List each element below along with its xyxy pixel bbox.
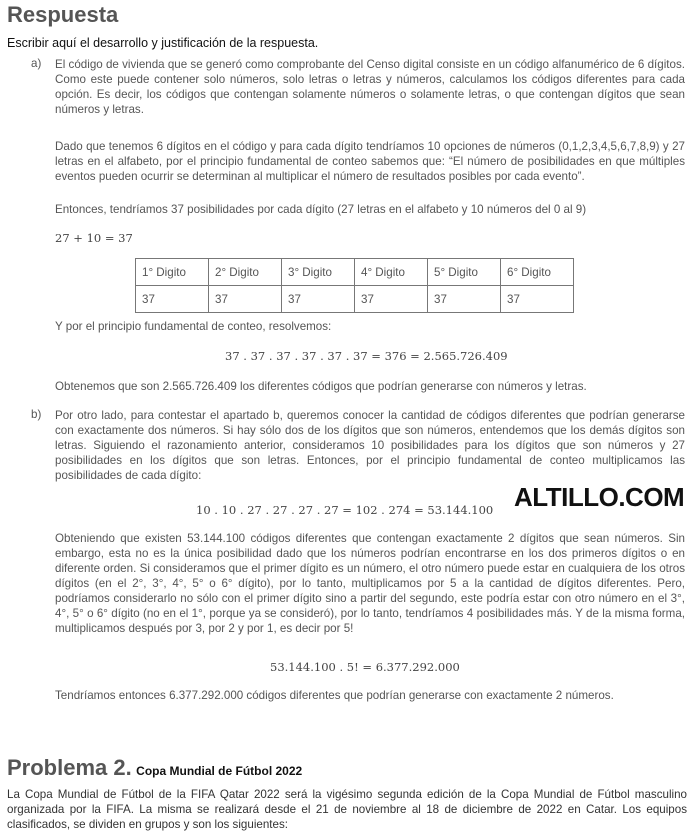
table-cell: 37 (209, 286, 282, 313)
part-b-paragraph-1: Por otro lado, para contestar el apartado b, queremos conocer la cantidad de códigos diferentes que podrían generarse con exactamente dos números. Si hay sólo dos de los dígitos que son números, entendemos que los demás dígitos son letras. Siguiendo el razonamiento anterior, consideramos 10 posibilidades para los dígitos que son números y 27 posibilidades en los dígitos que son letras. Entonces, por el principio fundamental de conteo multiplicamos las posibilidades de cada dígito: (55, 409, 685, 482)
table-header-cell: 4° Digito (355, 259, 428, 286)
part-a-paragraph-1: El código de vivienda que se generó como comprobante del Censo digital consiste en un código alfanumérico de 6 dígitos. Como este puede contener solo números, solo letras o letras y números, calculamos los códigos diferentes para cada opción. Es decir, los códigos que contengan solamente números o solamente letras, o que contengan dígitos que sean números y letras. (55, 58, 685, 116)
equation-37-power: 37 . 37 . 37 . 37 . 37 . 37 = 376 = 2.565.726.409 (225, 349, 508, 363)
problem-2-title: Copa Mundial de Fútbol 2022 (136, 764, 303, 778)
problem-2-heading (7, 755, 302, 781)
equation-factorial: 53.144.100 . 5! = 6.377.292.000 (270, 660, 460, 674)
part-a-paragraph-2: Dado que tenemos 6 dígitos en el código y para cada dígito tendríamos 10 opciones de números (0,1,2,3,4,5,6,7,8,9) y 27 letras en el alfabeto, por el principio fundamental de conteo sabemos que: “El número de posibilidades en que múltiples eventos pueden ocurrir se determinan al multiplicar el número de resultados posibles por cada evento”. (55, 140, 685, 183)
problem-2-paragraph: La Copa Mundial de Fútbol de la FIFA Qatar 2022 será la vigésimo segunda edición de la Copa Mundial de Fútbol masculino organizada por la FIFA. La misma se realizará desde el 21 de noviembre al 18 de diciembre de 2022 en Catar. Los equipos clasificados, se dividen en grupos y son los siguientes: (7, 788, 687, 831)
table-cell: 37 (355, 286, 428, 313)
table-header-cell: 1° Digito (136, 259, 209, 286)
part-a-paragraph-5: Obtenemos que son 2.565.726.409 los diferentes códigos que podrían generarse con números y letras. (55, 380, 587, 393)
altillo-watermark: ALTILLO.COM (514, 482, 685, 512)
table-header-cell: 5° Digito (428, 259, 501, 286)
instruction-text: Escribir aquí el desarrollo y justificación de la respuesta. (7, 36, 319, 50)
table-cell: 37 (136, 286, 209, 313)
table-cell: 37 (282, 286, 355, 313)
table-header-row (136, 259, 574, 286)
table-header-cell: 2° Digito (209, 259, 282, 286)
table-cell: 37 (501, 286, 574, 313)
equation-27-plus-10: 27 + 10 = 37 (55, 231, 133, 245)
equation-two-numbers: 10 . 10 . 27 . 27 . 27 . 27 = 102 . 274 = 53.144.100 (196, 503, 494, 517)
table-header-cell: 6° Digito (501, 259, 574, 286)
section-heading: Respuesta (7, 2, 119, 27)
part-a-paragraph-3: Entonces, tendríamos 37 posibilidades por cada dígito (27 letras en el alfabeto y 10 números del 0 al 9) (55, 203, 587, 216)
table-cell: 37 (428, 286, 501, 313)
table-row (136, 286, 574, 313)
problem-2-label: Problema 2. (7, 755, 132, 780)
part-b-marker: b) (31, 408, 42, 421)
digits-table (135, 258, 574, 313)
part-b-paragraph-3: Tendríamos entonces 6.377.292.000 códigos diferentes que podrían generarse con exactamente 2 números. (55, 689, 614, 702)
part-a-paragraph-4: Y por el principio fundamental de conteo, resolvemos: (55, 320, 332, 333)
part-a-marker: a) (31, 57, 42, 70)
table-header-cell: 3° Digito (282, 259, 355, 286)
part-b-paragraph-2: Obteniendo que existen 53.144.100 códigos diferentes que contengan exactamente 2 dígitos que sean números. Sin embargo, esta no es la única posibilidad dado que los números podrían encontrarse en los dos primeros dígitos o en diferente orden. Si consideramos que el primer dígito es un número, el otro número puede estar en cualquiera de los otros dígitos (en el 2°, 3°, 4°, 5° o 6° dígito), por lo tanto, multiplicamos por 5 a la cantidad de dígitos diferentes. Pero, podríamos considerarlo no sólo con el primer dígito sino a partir del segundo, este podría estar con otro número en el 3°, 4°, 5° o 6° dígito (no en el 1°, porque ya se consideró), por lo tanto, tendríamos 4 posibilidades más. Y de la misma forma, multiplicamos después por 3, por 2 y por 1, es decir por 5! (55, 532, 685, 635)
